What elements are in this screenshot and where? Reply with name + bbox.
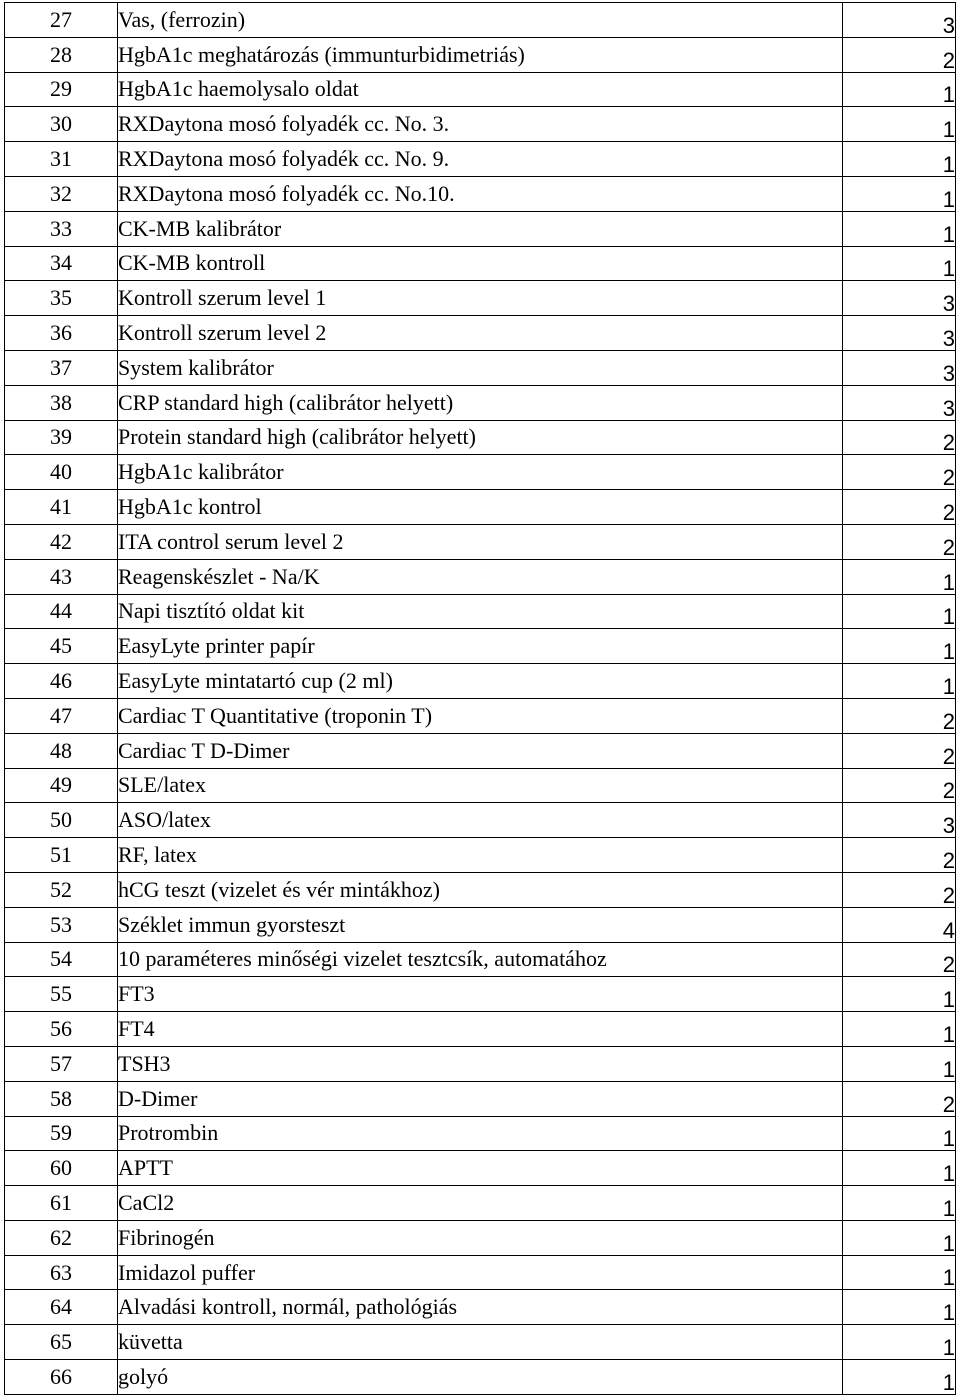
- item-quantity: 3: [843, 3, 956, 38]
- row-number: 56: [5, 1012, 118, 1047]
- row-number: 65: [5, 1325, 118, 1360]
- item-name: D-Dimer: [118, 1081, 843, 1116]
- table-row: [5, 455, 956, 490]
- item-quantity: 1: [843, 107, 956, 142]
- table-row: [5, 281, 956, 316]
- table-row: [5, 1255, 956, 1290]
- item-name: küvetta: [118, 1325, 843, 1360]
- item-quantity: 2: [843, 942, 956, 977]
- row-number: 40: [5, 455, 118, 490]
- item-name: RXDaytona mosó folyadék cc. No. 3.: [118, 107, 843, 142]
- table-row: [5, 3, 956, 38]
- item-name: EasyLyte printer papír: [118, 629, 843, 664]
- item-quantity: 3: [843, 316, 956, 351]
- item-quantity: 3: [843, 350, 956, 385]
- item-name: ITA control serum level 2: [118, 524, 843, 559]
- item-name: RF, latex: [118, 838, 843, 873]
- item-quantity: 2: [843, 37, 956, 72]
- item-quantity: 1: [843, 1046, 956, 1081]
- row-number: 49: [5, 768, 118, 803]
- row-number: 50: [5, 803, 118, 838]
- item-name: EasyLyte mintatartó cup (2 ml): [118, 664, 843, 699]
- row-number: 44: [5, 594, 118, 629]
- table-row: [5, 1012, 956, 1047]
- item-quantity: 2: [843, 420, 956, 455]
- item-quantity: 1: [843, 142, 956, 177]
- row-number: 27: [5, 3, 118, 38]
- item-quantity: 1: [843, 1325, 956, 1360]
- table-row: [5, 385, 956, 420]
- row-number: 42: [5, 524, 118, 559]
- item-name: HgbA1c haemolysalo oldat: [118, 72, 843, 107]
- item-quantity: 1: [843, 1116, 956, 1151]
- table-row: [5, 698, 956, 733]
- table-row: [5, 1151, 956, 1186]
- row-number: 46: [5, 664, 118, 699]
- row-number: 29: [5, 72, 118, 107]
- table-row: [5, 490, 956, 525]
- item-name: Kontroll szerum level 1: [118, 281, 843, 316]
- item-name: Alvadási kontroll, normál, pathológiás: [118, 1290, 843, 1325]
- item-name: Kontroll szerum level 2: [118, 316, 843, 351]
- table-row: [5, 142, 956, 177]
- item-name: RXDaytona mosó folyadék cc. No. 9.: [118, 142, 843, 177]
- item-name: Reagenskészlet - Na/K: [118, 559, 843, 594]
- table-row: [5, 838, 956, 873]
- item-quantity: 2: [843, 838, 956, 873]
- item-quantity: 1: [843, 664, 956, 699]
- table-row: [5, 316, 956, 351]
- table-row: [5, 942, 956, 977]
- item-quantity: 2: [843, 698, 956, 733]
- item-quantity: 1: [843, 72, 956, 107]
- row-number: 54: [5, 942, 118, 977]
- item-quantity: 1: [843, 176, 956, 211]
- table-row: [5, 559, 956, 594]
- row-number: 38: [5, 385, 118, 420]
- item-name: Vas, (ferrozin): [118, 3, 843, 38]
- items-table: [4, 2, 956, 1395]
- row-number: 28: [5, 37, 118, 72]
- item-quantity: 3: [843, 385, 956, 420]
- item-quantity: 1: [843, 1255, 956, 1290]
- table-row: [5, 977, 956, 1012]
- item-name: HgbA1c kontrol: [118, 490, 843, 525]
- item-name: APTT: [118, 1151, 843, 1186]
- item-name: Napi tisztító oldat kit: [118, 594, 843, 629]
- table-row: [5, 768, 956, 803]
- item-name: Protrombin: [118, 1116, 843, 1151]
- row-number: 60: [5, 1151, 118, 1186]
- row-number: 33: [5, 211, 118, 246]
- item-name: CaCl2: [118, 1186, 843, 1221]
- item-quantity: 1: [843, 977, 956, 1012]
- table-row: [5, 211, 956, 246]
- item-name: CK-MB kontroll: [118, 246, 843, 281]
- row-number: 62: [5, 1220, 118, 1255]
- table-row: [5, 350, 956, 385]
- row-number: 45: [5, 629, 118, 664]
- item-name: Széklet immun gyorsteszt: [118, 907, 843, 942]
- table-row: [5, 246, 956, 281]
- table-row: [5, 420, 956, 455]
- table-row: [5, 1325, 956, 1360]
- row-number: 47: [5, 698, 118, 733]
- item-quantity: 3: [843, 281, 956, 316]
- item-quantity: 2: [843, 524, 956, 559]
- row-number: 31: [5, 142, 118, 177]
- item-quantity: 4: [843, 907, 956, 942]
- table-row: [5, 1186, 956, 1221]
- table-row: [5, 37, 956, 72]
- table-row: [5, 733, 956, 768]
- item-quantity: 1: [843, 629, 956, 664]
- item-name: Imidazol puffer: [118, 1255, 843, 1290]
- table-row: [5, 907, 956, 942]
- table-row: [5, 1360, 956, 1395]
- item-name: Cardiac T Quantitative (troponin T): [118, 698, 843, 733]
- item-name: Protein standard high (calibrátor helyett): [118, 420, 843, 455]
- item-quantity: 1: [843, 1220, 956, 1255]
- table-row: [5, 872, 956, 907]
- row-number: 48: [5, 733, 118, 768]
- table-row: [5, 629, 956, 664]
- row-number: 34: [5, 246, 118, 281]
- table-row: [5, 524, 956, 559]
- row-number: 59: [5, 1116, 118, 1151]
- item-quantity: 1: [843, 1012, 956, 1047]
- table-row: [5, 1290, 956, 1325]
- item-quantity: 2: [843, 733, 956, 768]
- row-number: 52: [5, 872, 118, 907]
- row-number: 37: [5, 350, 118, 385]
- item-name: HgbA1c meghatározás (immunturbidimetriás): [118, 37, 843, 72]
- items-table-body: [5, 3, 956, 1395]
- table-row: [5, 664, 956, 699]
- item-name: FT4: [118, 1012, 843, 1047]
- item-quantity: 1: [843, 1151, 956, 1186]
- item-quantity: 1: [843, 1290, 956, 1325]
- row-number: 30: [5, 107, 118, 142]
- item-quantity: 1: [843, 559, 956, 594]
- table-row: [5, 176, 956, 211]
- table-row: [5, 594, 956, 629]
- row-number: 35: [5, 281, 118, 316]
- item-quantity: 2: [843, 1081, 956, 1116]
- row-number: 53: [5, 907, 118, 942]
- row-number: 36: [5, 316, 118, 351]
- row-number: 58: [5, 1081, 118, 1116]
- item-quantity: 1: [843, 594, 956, 629]
- table-row: [5, 1116, 956, 1151]
- item-name: CRP standard high (calibrátor helyett): [118, 385, 843, 420]
- table-row: [5, 1046, 956, 1081]
- table-row: [5, 72, 956, 107]
- item-quantity: 3: [843, 803, 956, 838]
- item-name: Fibrinogén: [118, 1220, 843, 1255]
- item-name: Cardiac T D-Dimer: [118, 733, 843, 768]
- item-quantity: 2: [843, 490, 956, 525]
- row-number: 41: [5, 490, 118, 525]
- item-quantity: 1: [843, 1186, 956, 1221]
- item-quantity: 1: [843, 211, 956, 246]
- item-name: CK-MB kalibrátor: [118, 211, 843, 246]
- row-number: 32: [5, 176, 118, 211]
- row-number: 63: [5, 1255, 118, 1290]
- item-quantity: 2: [843, 768, 956, 803]
- row-number: 57: [5, 1046, 118, 1081]
- item-name: TSH3: [118, 1046, 843, 1081]
- table-row: [5, 1220, 956, 1255]
- table-row: [5, 803, 956, 838]
- row-number: 64: [5, 1290, 118, 1325]
- row-number: 55: [5, 977, 118, 1012]
- row-number: 43: [5, 559, 118, 594]
- table-row: [5, 107, 956, 142]
- item-name: RXDaytona mosó folyadék cc. No.10.: [118, 176, 843, 211]
- item-quantity: 2: [843, 872, 956, 907]
- row-number: 51: [5, 838, 118, 873]
- item-name: hCG teszt (vizelet és vér mintákhoz): [118, 872, 843, 907]
- item-quantity: 1: [843, 246, 956, 281]
- item-name: golyó: [118, 1360, 843, 1395]
- row-number: 39: [5, 420, 118, 455]
- item-quantity: 1: [843, 1360, 956, 1395]
- item-name: 10 paraméteres minőségi vizelet tesztcsík, automatához: [118, 942, 843, 977]
- table-row: [5, 1081, 956, 1116]
- item-name: SLE/latex: [118, 768, 843, 803]
- row-number: 61: [5, 1186, 118, 1221]
- item-name: ASO/latex: [118, 803, 843, 838]
- item-name: HgbA1c kalibrátor: [118, 455, 843, 490]
- item-quantity: 2: [843, 455, 956, 490]
- item-name: FT3: [118, 977, 843, 1012]
- item-name: System kalibrátor: [118, 350, 843, 385]
- row-number: 66: [5, 1360, 118, 1395]
